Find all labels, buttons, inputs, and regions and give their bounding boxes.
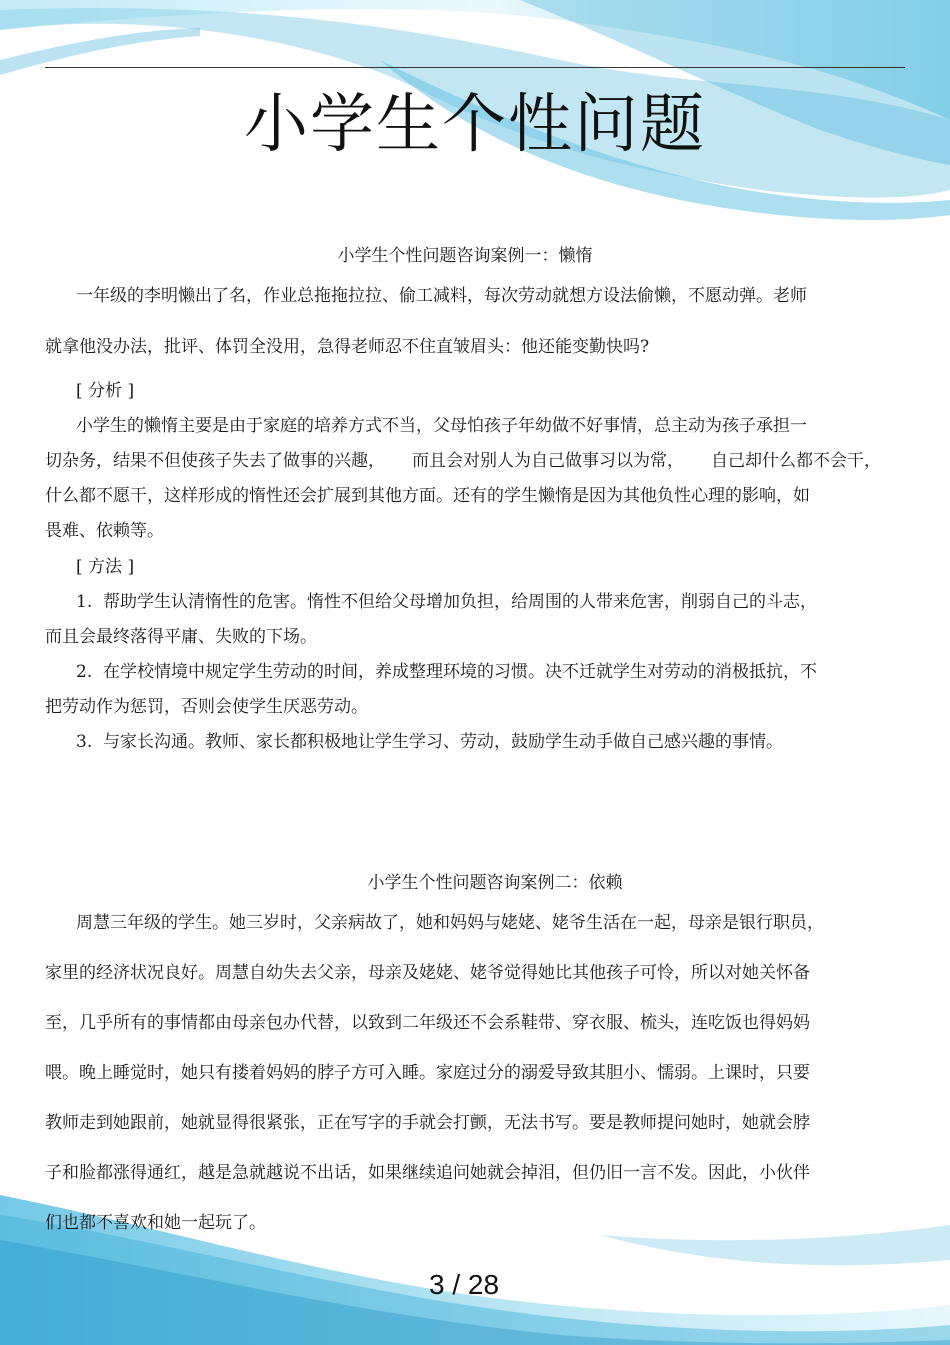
method-label: [ 方法 ] bbox=[76, 557, 135, 577]
page-number: 3 / 28 bbox=[428, 1269, 500, 1300]
case2-heading: 小学生个性问题咨询案例二：依赖 bbox=[367, 873, 623, 893]
case2-story-line: 喂。晚上睡觉时，她只有搂着妈妈的脖子方可入睡。家庭过分的溺爱导致其胆小、懦弱。上课时，只要 bbox=[45, 1063, 810, 1083]
analysis-line: 畏难、依赖等。 bbox=[45, 521, 164, 541]
case1-heading: 小学生个性问题咨询案例一：懒惰 bbox=[337, 246, 593, 266]
page-title: 小学生个性问题 bbox=[244, 88, 706, 162]
analysis-line: 什么都不愿干，这样形成的惰性还会扩展到其他方面。还有的学生懒惰是因为其他负性心理的影响，如 bbox=[45, 486, 810, 506]
case1-story-line: 一年级的李明懒出了名，作业总拖拖拉拉、偷工减料，每次劳动就想方设法偷懒，不愿动弹。老师 bbox=[76, 286, 807, 306]
case2-story-line: 至，几乎所有的事情都由母亲包办代替，以致到二年级还不会系鞋带、穿衣服、梳头，连吃饭也得妈妈 bbox=[45, 1013, 810, 1033]
analysis-label: [ 分析 ] bbox=[76, 381, 135, 401]
analysis-line: 小学生的懒惰主要是由于家庭的培养方式不当，父母怕孩子年幼做不好事情，总主动为孩子承担一 bbox=[76, 416, 807, 436]
case2-story-line: 教师走到她跟前，她就显得很紧张，正在写字的手就会打颤，无法书写。要是教师提问她时，她就会脖 bbox=[45, 1113, 810, 1133]
top-rule-line bbox=[45, 67, 905, 68]
case2-story-line: 子和脸都涨得通红，越是急就越说不出话，如果继续追问她就会掉泪，但仍旧一言不发。因此，小伙伴 bbox=[45, 1163, 810, 1183]
method-item: 1. 帮助学生认清惰性的危害。惰性不但给父母增加负担，给周围的人带来危害，削弱自己的斗志， bbox=[76, 592, 818, 612]
method-item: 3. 与家长沟通。教师、家长都积极地让学生学习、劳动，鼓励学生动手做自己感兴趣的事情。 bbox=[76, 732, 784, 752]
case2-story-line: 们也都不喜欢和她一起玩了。 bbox=[45, 1213, 266, 1233]
method-item: 2. 在学校情境中规定学生劳动的时间，养成整理环境的习惯。决不迁就学生对劳动的消极抵抗，不 bbox=[76, 662, 818, 682]
case2-story-line: 家里的经济状况良好。周慧自幼失去父亲，母亲及姥姥、姥爷觉得她比其他孩子可怜，所以对她关怀备 bbox=[45, 963, 810, 983]
analysis-line: 切杂务，结果不但使孩子失去了做事的兴趣， 而且会对别人为自己做事习以为常， 自己却什么都不会干， bbox=[45, 451, 882, 471]
case2-story-line: 周慧三年级的学生。她三岁时，父亲病故了，她和妈妈与姥姥、姥爷生活在一起，母亲是银行职员， bbox=[76, 913, 824, 933]
case1-story-line: 就拿他没办法，批评、体罚全没用，急得老师忍不住直皱眉头：他还能变勤快吗? bbox=[45, 337, 650, 357]
method-item: 而且会最终落得平庸、失败的下场。 bbox=[45, 627, 317, 647]
method-item: 把劳动作为惩罚，否则会使学生厌恶劳动。 bbox=[45, 697, 368, 717]
